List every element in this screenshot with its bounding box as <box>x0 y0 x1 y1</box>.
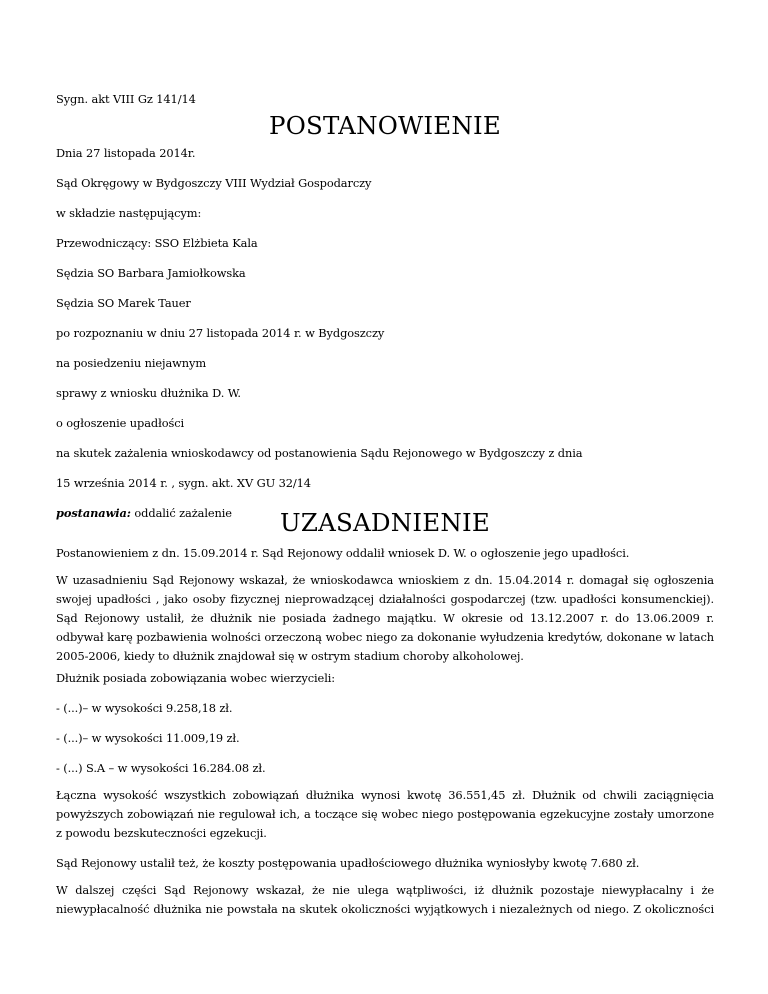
case-subject: o ogłoszenie upadłości <box>56 416 185 430</box>
justification-paragraph-1: Postanowieniem z dn. 15.09.2014 r. Sąd Rejonowy oddalił wniosek D. W. o ogłoszenie jego upadłości. <box>56 546 630 560</box>
justification-paragraph-costs: Sąd Rejonowy ustalił też, że koszty postępowania upadłościowego dłużnika wyniosłyby kwotę 7.680 zł. <box>56 856 640 870</box>
judge-1: Sędzia SO Barbara Jamiołkowska <box>56 266 246 280</box>
session-type: na posiedzeniu niejawnym <box>56 356 207 370</box>
debt-item-2: - (...)– w wysokości 11.009,19 zł. <box>56 731 240 745</box>
composition-intro: w składzie następującym: <box>56 206 202 220</box>
justification-paragraph-insolvency: W dalszej części Sąd Rejonowy wskazał, że nie ulega wątpliwości, iż dłużnik pozostaje niewypłacalny i że niewypłacalność dłużnika nie powstała na skutek okoliczności wyjątkowych i niezależnych od niego. Z okoliczności <box>56 883 714 916</box>
hearing-line: po rozpoznaniu w dniu 27 listopada 2014 r. w Bydgoszczy <box>56 326 385 340</box>
case-number: Sygn. akt VIII Gz 141/14 <box>56 92 196 106</box>
debt-item-3: - (...) S.A – w wysokości 16.284.08 zł. <box>56 761 266 775</box>
date-line: Dnia 27 listopada 2014r. <box>56 146 196 160</box>
debt-item-1: - (...)– w wysokości 9.258,18 zł. <box>56 701 233 715</box>
document-title: POSTANOWIENIE <box>269 111 501 140</box>
ruling-label: postanawia: <box>56 506 131 520</box>
appeal-line: na skutek zażalenia wnioskodawcy od postanowienia Sądu Rejonowego w Bydgoszczy z dnia <box>56 446 583 460</box>
court-name: Sąd Okręgowy w Bydgoszczy VIII Wydział Gospodarczy <box>56 176 372 190</box>
judge-2: Sędzia SO Marek Tauer <box>56 296 191 310</box>
presiding-judge: Przewodniczący: SSO Elżbieta Kala <box>56 236 258 250</box>
justification-title: UZASADNIENIE <box>280 508 490 537</box>
justification-paragraph-2: W uzasadnieniu Sąd Rejonowy wskazał, że wnioskodawca wnioskiem z dn. 15.04.2014 r. domagał się ogłoszenia swojej upadłości , jako osoby fizycznej nieprowadzącej działalności gospodarczej (tzw. upadłości konsumenckiej). Sąd Rejonowy ustalił, że dłużnik nie posiada żadnego majątku. W okresie od 13.12.2007 r. do 13.06.2009 r. odbywał karę pozbawienia wolności orzeczoną wobec niego za dokonanie wyłudzenia kredytów, dokonane w latach 2005-2006, kiedy to dłużnik znajdował się w ostrym stadium choroby alkoholowej. <box>56 573 714 663</box>
appeal-date-line: 15 września 2014 r. , sygn. akt. XV GU 32/14 <box>56 476 311 490</box>
ruling-text: oddalić zażalenie <box>130 506 232 520</box>
debts-intro: Dłużnik posiada zobowiązania wobec wierzycieli: <box>56 671 336 685</box>
case-matter: sprawy z wniosku dłużnika D. W. <box>56 386 241 400</box>
justification-paragraph-total: Łączna wysokość wszystkich zobowiązań dłużnika wynosi kwotę 36.551,45 zł. Dłużnik od chwili zaciągnięcia powyższych zobowiązań nie regulował ich, a toczące się wobec niego postępowania egzekucyjne zostały umorzone z powodu bezskuteczności egzekucji. <box>56 788 714 840</box>
